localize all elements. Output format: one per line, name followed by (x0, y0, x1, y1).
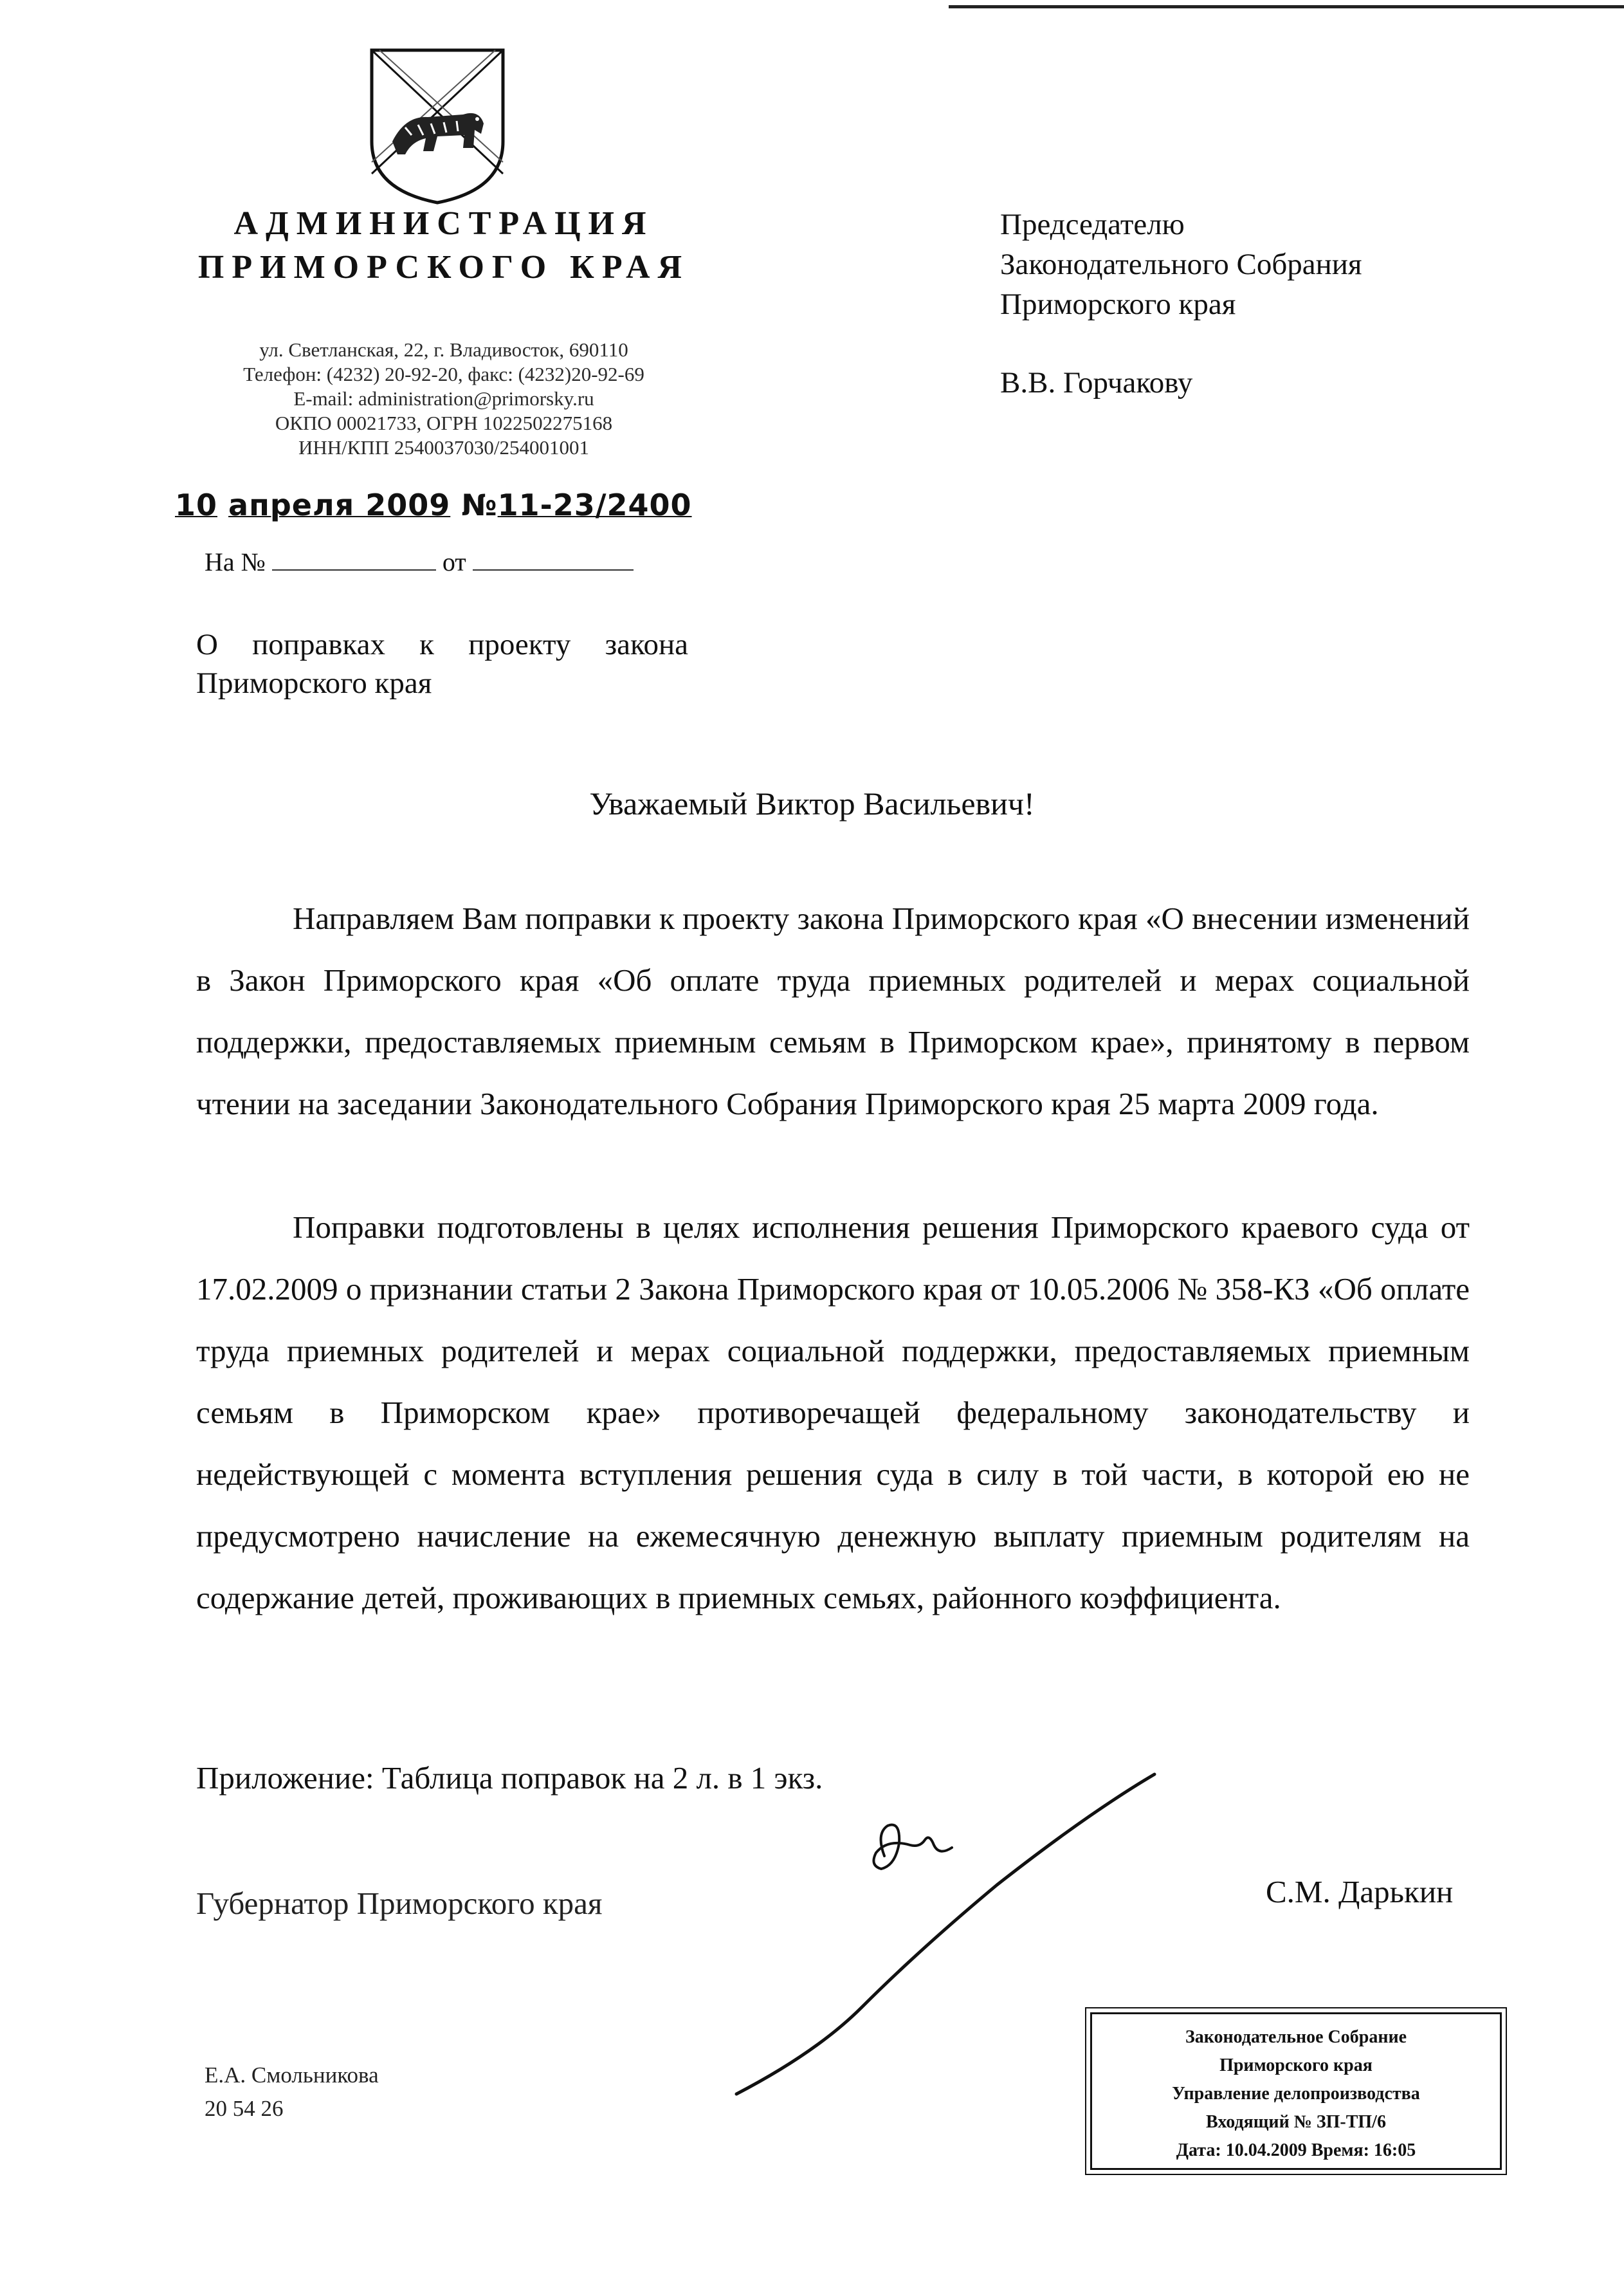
addressee-line1: Председателю (1000, 208, 1185, 241)
body-paragraph-1: Направляем Вам поправки к проекту закона Приморского края «О внесении изменений в Закон Приморского края «Об оплате труда приемных родителей и мерах социальной поддержки, предоставляемых приемным семьям в Приморском крае», принятому в первом чтении на заседании Законодательного Собрания Приморского края 25 марта 2009 года. (196, 901, 1470, 1121)
reference-line (205, 547, 634, 577)
reference-number-label: На № (205, 547, 266, 576)
coat-of-arms-icon (367, 45, 508, 206)
stamp-line3: Управление делопроизводства (1172, 2084, 1420, 2104)
org-contacts (193, 338, 695, 460)
salutation: Уважаемый Виктор Васильевич! (589, 785, 1035, 822)
reference-number-blank (272, 550, 436, 571)
top-border-line (949, 5, 1624, 8)
letter-subject: О поправках к проекту закона Приморского края (196, 628, 688, 700)
signatory-title: Губернатор Приморского края (196, 1886, 603, 1921)
registration-date-day: 10 (175, 488, 218, 522)
stamp-line5: Дата: 10.04.2009 Время: 16:05 (1176, 2140, 1416, 2160)
org-name-line1: АДМИНИСТРАЦИЯ (233, 205, 654, 242)
org-okpo: ОКПО 00021733, ОГРН 1022502275168 (275, 412, 613, 434)
executor-name: Е.А. Смольникова (205, 2062, 379, 2088)
stamp-line4: Входящий № ЗП-ТП/6 (1206, 2112, 1386, 2132)
org-address: ул. Светланская, 22, г. Владивосток, 690110 (259, 338, 628, 361)
stamp-line1: Законодательное Собрание (1185, 2027, 1407, 2047)
registration-number-label: № (461, 488, 498, 522)
signatory-name: С.М. Дарькин (1266, 1874, 1454, 1909)
org-name-line2: ПРИМОРСКОГО КРАЯ (197, 249, 690, 286)
executor-phone: 20 54 26 (205, 2096, 284, 2121)
body-paragraph-2: Поправки подготовлены в целях исполнения решения Приморского краевого суда от 17.02.2009 о признании статьи 2 Закона Приморского края от 10.05.2006 № 358-КЗ «Об оплате труда приемных родителей и мерах социальной поддержки, предоставляемых приемным семьям в Приморском крае» противоречащей федеральному законодательству и недействующей с момента вступления решения суда в силу в той части, в которой ею не предусмотрено начисление на ежемесячную денежную выплату приемным родителям на содержание детей, проживающих в приемных семьях, районного коэффициента. (196, 1209, 1470, 1615)
reference-from-label: от (442, 547, 466, 576)
attachment-note: Приложение: Таблица поправок на 2 л. в 1 экз. (196, 1760, 823, 1796)
org-phone: Телефон: (4232) 20-92-20, факс: (4232)20-92-69 (243, 363, 644, 385)
org-email: E-mail: administration@primorsky.ru (293, 387, 594, 410)
stamp-line2: Приморского края (1219, 2055, 1373, 2075)
reference-date-blank (473, 550, 634, 571)
incoming-registration-stamp (1090, 2012, 1502, 2170)
addressee-name: В.В. Горчакову (1000, 366, 1193, 400)
addressee-line3: Приморского края (1000, 288, 1236, 321)
addressee-block (1000, 205, 1362, 324)
executor-block (205, 2059, 379, 2126)
addressee-line2: Законодательного Собрания (1000, 248, 1362, 281)
org-inn: ИНН/КПП 2540037030/254001001 (298, 436, 590, 459)
registration-line (175, 488, 692, 522)
registration-number: 11-23/2400 (497, 488, 692, 522)
registration-date-month-year: апреля 2009 (228, 488, 451, 522)
